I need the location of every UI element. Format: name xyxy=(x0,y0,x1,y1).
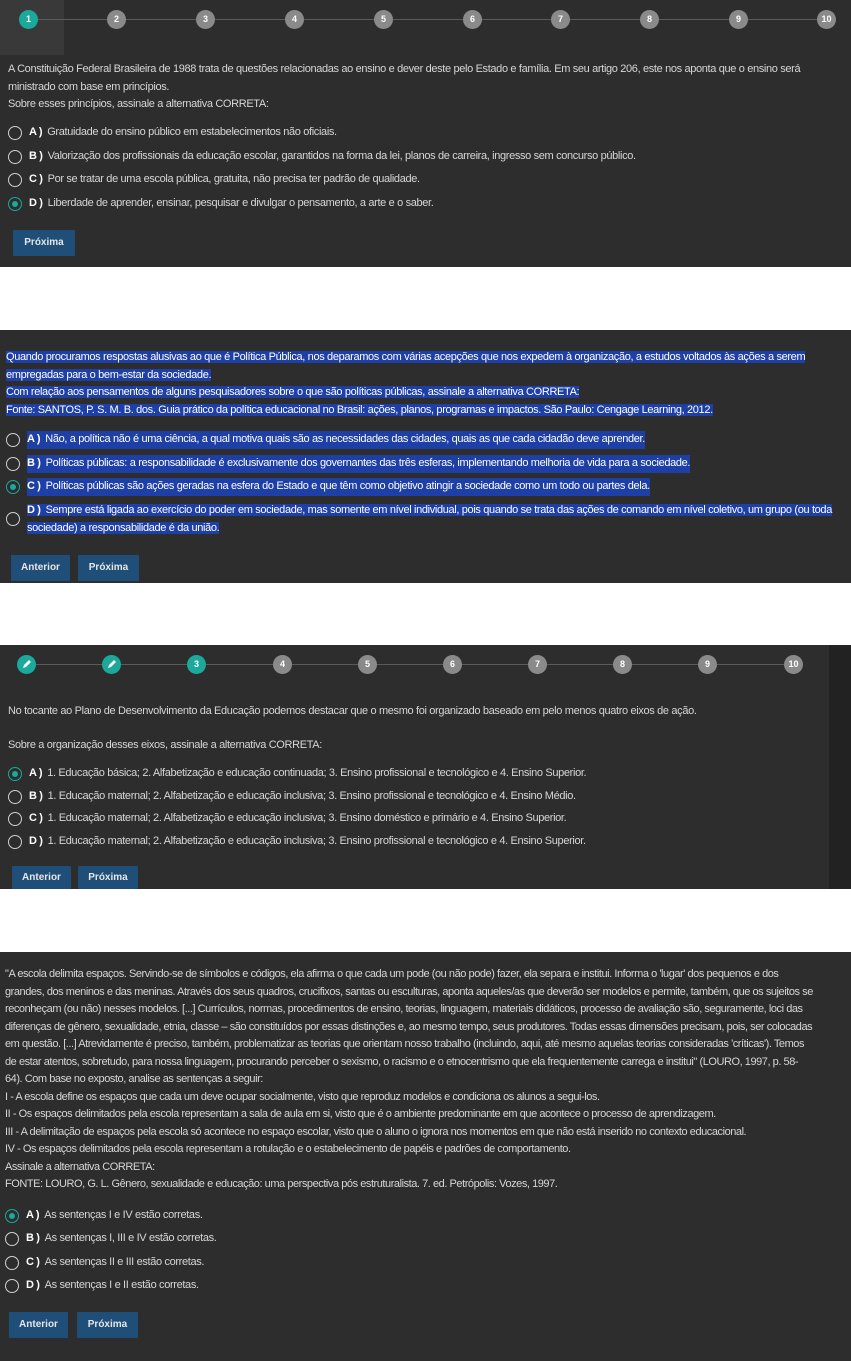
option-d[interactable] xyxy=(8,195,433,213)
radio-button[interactable] xyxy=(8,150,22,164)
option-letter: B ) xyxy=(27,457,41,469)
option-text: Sempre está ligada ao exercício do poder em sociedade, mas somente em nível individual, pois quando se trata das ações de comando em nível coletivo, um grupo (ou toda xyxy=(45,504,832,516)
question-panel-4 xyxy=(0,952,851,1361)
option-text: Valorização dos profissionais da educação escolar, garantidos na forma da lei, planos de carreira, ingresso sem concurso público. xyxy=(47,150,636,162)
option-a[interactable] xyxy=(8,765,586,783)
step-10[interactable]: 10 xyxy=(784,655,803,674)
question-line: Assinale a alternativa CORRETA: xyxy=(5,1160,155,1173)
question-line: IV - Os espaços delimitados pela escola representam a rotulação e o estabelecimento de papéis e padrões de comportamento. xyxy=(5,1143,571,1155)
option-letter: A ) xyxy=(27,433,41,445)
step-1-answered[interactable] xyxy=(17,655,36,674)
step-10[interactable]: 10 xyxy=(817,10,836,29)
radio-button-selected[interactable] xyxy=(8,197,22,211)
option-c[interactable] xyxy=(8,171,420,189)
option-a[interactable] xyxy=(6,431,645,449)
step-1[interactable]: 1 xyxy=(19,10,38,29)
option-a[interactable] xyxy=(8,124,337,142)
question-line: II - Os espaços delimitados pela escola representam a sala de aula em si, visto que é o ambiente predominante em que acontece o processo de aprendizagem. xyxy=(5,1108,716,1120)
question-text xyxy=(8,737,322,755)
question-line: A Constituição Federal Brasileira de 1988 trata de questões relacionadas ao ensino e dever deste pelo Estado e família. Em seu artigo 206, este nos aponta que o ensino será xyxy=(8,63,801,75)
step-7[interactable]: 7 xyxy=(551,10,570,29)
step-9[interactable]: 9 xyxy=(698,655,717,674)
question-line: grandes, dos meninos e das meninas. Através dos seus quadros, crucifixos, santas ou esculturas, aponta aqueles/as que deverão ser modelos e permite, também, que os sujeitos se xyxy=(5,985,813,998)
option-letter: D ) xyxy=(29,197,43,209)
option-text: Não, a política não é uma ciência, a qual motiva quais são as necessidades das cidades, quais as que cada cidadão deve aprender. xyxy=(45,433,645,445)
radio-button[interactable] xyxy=(8,835,22,849)
option-text: Gratuidade do ensino público em estabelecimentos não oficiais. xyxy=(47,126,337,138)
option-letter: C ) xyxy=(27,480,41,492)
question-line: 64). Com base no exposto, analise as sentenças a seguir: xyxy=(5,1073,263,1085)
option-letter: B ) xyxy=(29,790,43,802)
option-text: Por se tratar de uma escola pública, gratuita, não precisa ter padrão de qualidade. xyxy=(47,173,420,185)
radio-button[interactable] xyxy=(5,1232,19,1246)
radio-button[interactable] xyxy=(6,512,20,526)
radio-button-selected[interactable] xyxy=(8,767,22,781)
stepper-line xyxy=(28,19,826,20)
question-line: "A escola delimita espaços. Servindo-se de símbolos e códigos, ela afirma o que cada um pode (ou não pode) fazer, ela separa e institui. Informa o 'lugar' dos pequenos e dos xyxy=(5,968,779,980)
radio-button[interactable] xyxy=(8,173,22,187)
option-d[interactable] xyxy=(5,1277,199,1295)
question-line: diferenças de gênero, sexualidade, etnia, classe – são constituídos por essas distinções e, ao mesmo tempo, seus produtores. Todas essas dimensões precisam, pois, ser colocadas xyxy=(5,1020,813,1033)
stepper-line xyxy=(26,664,794,665)
option-b[interactable] xyxy=(6,455,690,473)
option-letter: A ) xyxy=(29,126,43,138)
radio-button[interactable] xyxy=(8,126,22,140)
radio-button[interactable] xyxy=(6,457,20,471)
option-text: Liberdade de aprender, ensinar, pesquisar e divulgar o pensamento, a arte e o saber. xyxy=(47,197,434,209)
step-8[interactable]: 8 xyxy=(640,10,659,29)
option-letter: C ) xyxy=(29,812,43,824)
option-letter: A ) xyxy=(26,1209,40,1221)
radio-button[interactable] xyxy=(8,790,22,804)
option-letter: C ) xyxy=(26,1256,40,1268)
question-panel-1 xyxy=(0,0,851,267)
option-text: Políticas públicas são ações geradas na esfera do Estado e que têm como objetivo atingir a sociedade como um todo ou partes dela. xyxy=(45,480,650,492)
question-line: reconheçam (ou não) nesses modelos. [...] Currículos, normas, procedimentos de ensino, teorias, linguagem, materiais didáticos, processo de avaliação são, seguramente, loci das xyxy=(5,1003,803,1015)
option-text: As sentenças II e III estão corretas. xyxy=(44,1256,205,1268)
previous-button[interactable]: Anterior xyxy=(12,866,71,889)
question-line: ministrado com base em princípios. xyxy=(8,80,170,93)
question-panel-2 xyxy=(0,330,851,583)
step-4[interactable]: 4 xyxy=(285,10,304,29)
step-2[interactable]: 2 xyxy=(107,10,126,29)
option-text-cont: sociedade) a responsabilidade é da união. xyxy=(27,521,220,534)
question-line: Fonte: SANTOS, P. S. M. B. dos. Guia prático da política educacional no Brasil: ações, planos, programas e impactos. São Paulo: Cengage Learning, 2012. xyxy=(6,403,713,416)
radio-button-selected[interactable] xyxy=(6,480,20,494)
next-button[interactable]: Próxima xyxy=(78,555,139,581)
option-text: As sentenças I e IV estão corretas. xyxy=(44,1209,203,1221)
next-button[interactable]: Próxima xyxy=(77,1312,138,1338)
previous-button[interactable]: Anterior xyxy=(11,555,70,581)
option-b[interactable] xyxy=(8,148,636,166)
question-line: Quando procuramos respostas alusivas ao que é Política Pública, nos deparamos com várias acepções que nos expedem à organização, a estudos voltados às ações a serem xyxy=(6,351,806,363)
question-line: de estar atentos, sobretudo, para nossa linguagem, procurando perceber o sexismo, o racismo e o etnocentrismo que ela frequentemente carrega e institui" (LOURO, 1997, p. 58- xyxy=(5,1055,799,1068)
option-b[interactable] xyxy=(8,788,576,806)
step-4[interactable]: 4 xyxy=(273,655,292,674)
question-stepper xyxy=(0,645,851,685)
pencil-icon xyxy=(22,659,32,669)
question-line: Sobre a organização desses eixos, assinale a alternativa CORRETA: xyxy=(8,739,322,751)
next-button[interactable]: Próxima xyxy=(78,866,138,889)
option-text: 1. Educação maternal; 2. Alfabetização e educação inclusiva; 3. Ensino profissional e tecnológico e 4. Ensino Médio. xyxy=(47,790,576,802)
step-9[interactable]: 9 xyxy=(729,10,748,29)
question-line: Sobre esses princípios, assinale a alternativa CORRETA: xyxy=(8,98,269,110)
question-text xyxy=(8,61,800,114)
question-line: FONTE: LOURO, G. L. Gênero, sexualidade e educação: uma perspectiva pós estruturalista. 7. ed. Petrópolis: Vozes, 1997. xyxy=(5,1178,558,1190)
option-text: As sentenças I, III e IV estão corretas. xyxy=(44,1232,217,1244)
step-5[interactable]: 5 xyxy=(374,10,393,29)
option-letter: D ) xyxy=(27,504,41,516)
radio-button[interactable] xyxy=(5,1256,19,1270)
option-c[interactable] xyxy=(5,1254,204,1272)
option-text: As sentenças I e II estão corretas. xyxy=(44,1279,199,1291)
question-line: em questão. [...] Atrevidamente é preciso, também, problematizar as teorias que orientam nosso trabalho (incluindo, aqui, até mesmo aquelas teorias consideradas 'críticas'). Temos xyxy=(5,1038,804,1050)
option-text: 1. Educação maternal; 2. Alfabetização e educação inclusiva; 3. Ensino profissional e tecnológico e 4. Ensino Superior. xyxy=(47,835,586,847)
option-c[interactable] xyxy=(6,478,650,496)
question-panel-3 xyxy=(0,645,851,889)
option-text: 1. Educação maternal; 2. Alfabetização e educação inclusiva; 3. Ensino doméstico e primário e 4. Ensino Superior. xyxy=(47,812,567,824)
option-text: 1. Educação básica; 2. Alfabetização e educação continuada; 3. Ensino profissional e tecnológico e 4. Ensino Superior. xyxy=(47,767,587,779)
option-letter: C ) xyxy=(29,173,43,185)
next-button[interactable]: Próxima xyxy=(13,230,75,256)
step-6[interactable]: 6 xyxy=(463,10,482,29)
step-5[interactable]: 5 xyxy=(358,655,377,674)
option-c[interactable] xyxy=(8,810,566,828)
question-line: empregadas para o bem-estar da sociedade. xyxy=(6,368,212,381)
option-b[interactable] xyxy=(5,1230,217,1248)
option-d[interactable] xyxy=(8,833,586,851)
question-line: III - A delimitação de espaços pela escola só acontece no espaço escolar, visto que o aluno o ignora nos momentos em que não está inserido no contexto educacional. xyxy=(5,1125,747,1138)
question-line: Com relação aos pensamentos de alguns pesquisadores sobre o que são políticas públicas, assinale a alternativa CORRETA: xyxy=(6,386,580,398)
option-text: Políticas públicas: a responsabilidade é exclusivamente dos governantes das três esferas, implementando melhoria de vida para a sociedade. xyxy=(45,457,691,469)
step-7[interactable]: 7 xyxy=(528,655,547,674)
option-letter: D ) xyxy=(29,835,43,847)
option-letter: D ) xyxy=(26,1279,40,1291)
question-line: I - A escola define os espaços que cada um deve ocupar socialmente, visto que reproduz modelos e condiciona os alunos a segui-los. xyxy=(5,1090,600,1103)
step-3[interactable]: 3 xyxy=(187,655,206,674)
question-text xyxy=(5,966,813,1194)
option-d[interactable] xyxy=(6,502,832,537)
option-letter: B ) xyxy=(29,150,43,162)
radio-button[interactable] xyxy=(5,1279,19,1293)
step-6[interactable]: 6 xyxy=(443,655,462,674)
option-letter: A ) xyxy=(29,767,43,779)
question-stepper xyxy=(0,0,851,40)
question-text xyxy=(8,703,697,721)
previous-button[interactable]: Anterior xyxy=(9,1312,68,1338)
radio-button[interactable] xyxy=(8,812,22,826)
question-text xyxy=(6,349,805,419)
pencil-icon xyxy=(107,659,117,669)
step-3[interactable]: 3 xyxy=(196,10,215,29)
step-2-answered[interactable] xyxy=(102,655,121,674)
radio-button[interactable] xyxy=(6,433,20,447)
radio-button-selected[interactable] xyxy=(5,1209,19,1223)
step-8[interactable]: 8 xyxy=(613,655,632,674)
question-line: No tocante ao Plano de Desenvolvimento da Educação podemos destacar que o mesmo foi organizado baseado em pelo menos quatro eixos de ação. xyxy=(8,705,697,717)
option-a[interactable] xyxy=(5,1207,203,1225)
option-letter: B ) xyxy=(26,1232,40,1244)
